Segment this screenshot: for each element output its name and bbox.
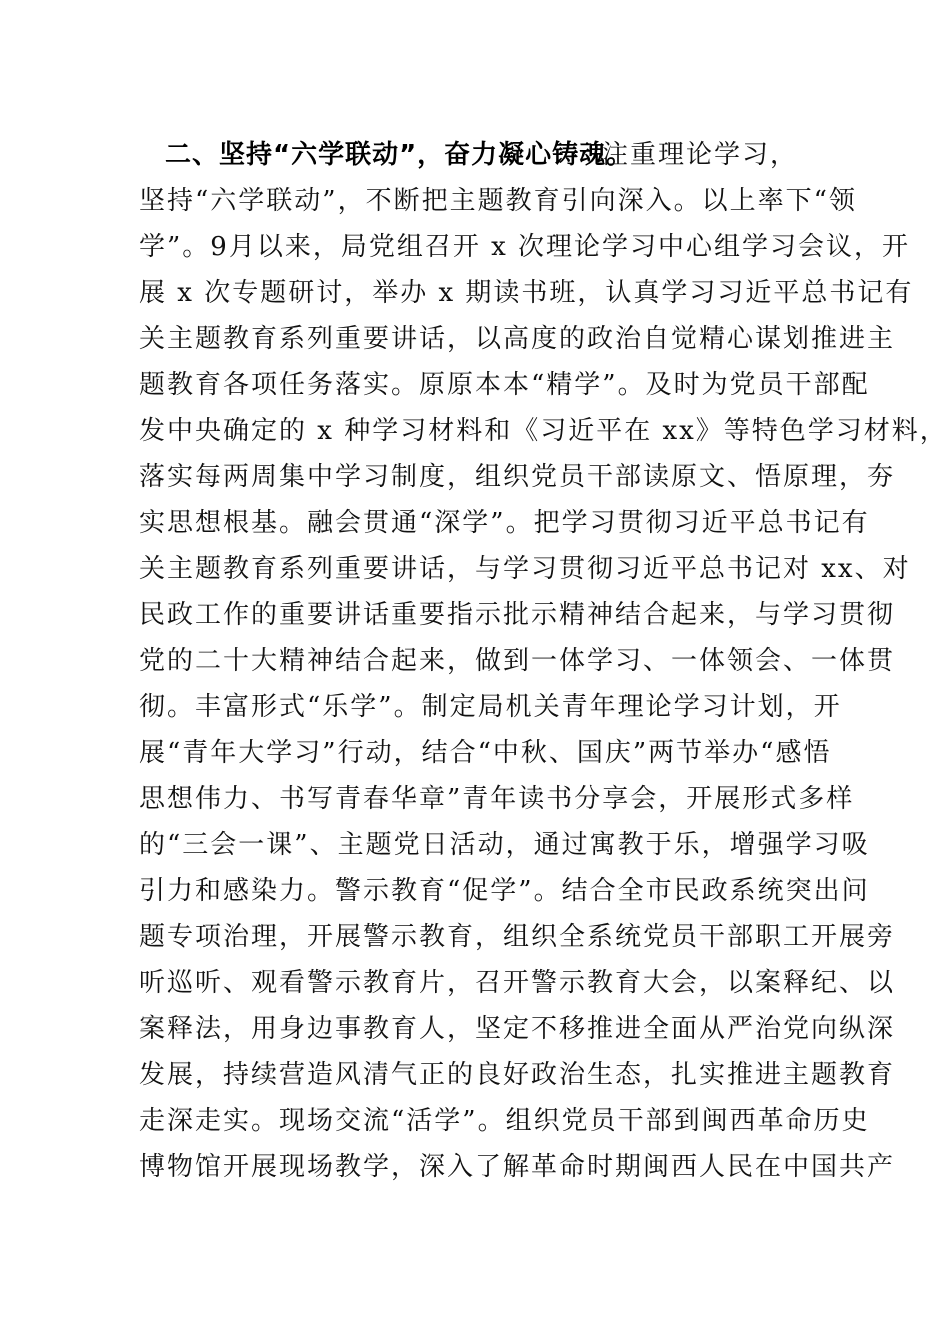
- paragraph-line: 发中央确定的 x 种学习材料和《习近平在 xx》等特色学习材料，: [139, 416, 948, 446]
- paragraph-line: 展“青年大学习”行动，结合“中秋、国庆”两节举办“感悟: [139, 738, 832, 768]
- paragraph-line: 的“三会一课”、主题党日活动，通过寓教于乐，增强学习吸: [139, 830, 870, 860]
- paragraph-line: 坚持“六学联动”，不断把主题教育引向深入。以上率下“领: [139, 186, 857, 216]
- paragraph-line: 题专项治理，开展警示教育，组织全系统党员干部职工开展旁: [139, 922, 896, 952]
- paragraph-line: 展 x 次专题研讨，举办 x 期读书班，认真学习习近平总书记有: [139, 278, 914, 308]
- paragraph-line: 学”。9月以来，局党组召开 x 次理论学习中心组学习会议，开: [139, 232, 911, 262]
- paragraph-line: 引力和感染力。警示教育“促学”。结合全市民政系统突出问: [139, 876, 870, 906]
- paragraph-line: 落实每两周集中学习制度，组织党员干部读原文、悟原理，夯: [139, 462, 896, 492]
- paragraph-line: 思想伟力、书写青春华章”青年读书分享会，开展形式多样: [139, 784, 855, 814]
- paragraph-line: 走深走实。现场交流“活学”。组织党员干部到闽西革命历史: [139, 1106, 870, 1136]
- paragraph-line: 民政工作的重要讲话重要指示批示精神结合起来，与学习贯彻: [139, 600, 896, 630]
- paragraph-line: 关主题教育系列重要讲话，以高度的政治自觉精心谋划推进主: [139, 324, 896, 354]
- paragraph-line: 发展，持续营造风清气正的良好政治生态，扎实推进主题教育: [139, 1060, 896, 1090]
- paragraph-line: 题教育各项任务落实。原原本本“精学”。及时为党员干部配: [139, 370, 870, 400]
- section-heading: 二、坚持“六学联动”，奋力凝心铸魂。: [165, 140, 634, 170]
- paragraph-line: 实思想根基。融会贯通“深学”。把学习贯彻习近平总书记有: [139, 508, 870, 538]
- paragraph-line: 博物馆开展现场教学，深入了解革命时期闽西人民在中国共产: [139, 1152, 896, 1182]
- paragraph-line: 注重理论学习，: [602, 140, 799, 170]
- paragraph-line: 彻。丰富形式“乐学”。制定局机关青年理论学习计划，开: [139, 692, 842, 722]
- paragraph-line: 听巡听、观看警示教育片，召开警示教育大会，以案释纪、以: [139, 968, 896, 998]
- paragraph-line: 关主题教育系列重要讲话，与学习贯彻习近平总书记对 xx、对: [139, 554, 911, 584]
- paragraph-line: 党的二十大精神结合起来，做到一体学习、一体领会、一体贯: [139, 646, 896, 676]
- paragraph-line: 案释法，用身边事教育人，坚定不移推进全面从严治党向纵深: [139, 1014, 896, 1044]
